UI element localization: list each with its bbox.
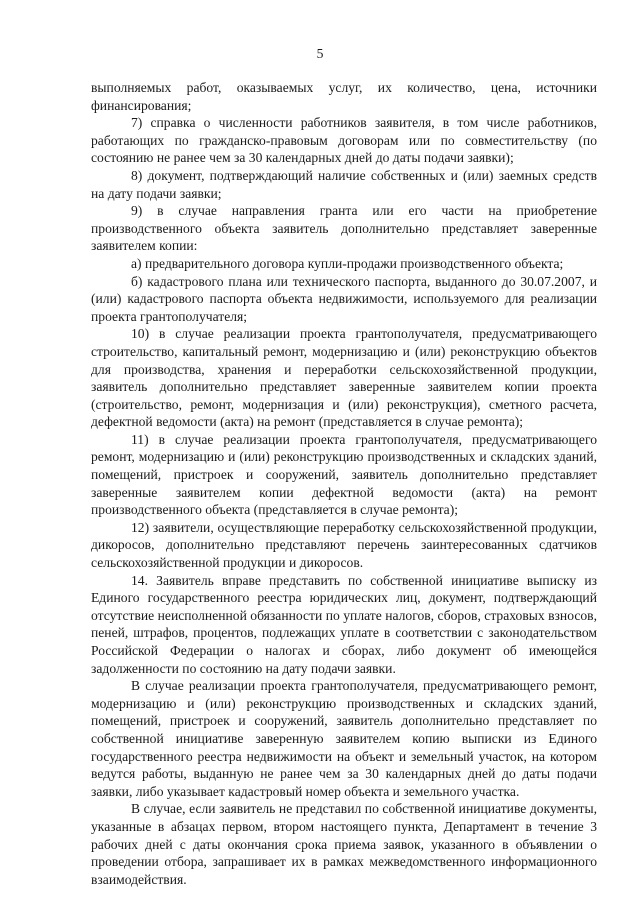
paragraph-continuation: выполняемых работ, оказываемых услуг, их количество, цена, источники финансирования; (91, 80, 597, 113)
paragraph-item-9b: б) кадастрового плана или технического паспорта, выданного до 30.07.2007, и (или) кадастрового паспорта объекта недвижимости, используемого для реализации проекта грантополучателя; (91, 273, 597, 324)
paragraph-item-7: 7) справка о численности работников заявителя, в том числе работников, работающих по гражданско-правовым договорам или по совместительству (по состоянию не ранее чем за 30 календарных дней до даты подачи заявки); (91, 115, 597, 166)
paragraph-item-11: 11) в случае реализации проекта грантополучателя, предусматривающего ремонт, модернизацию и (или) реконструкцию производственных и складских зданий, помещений, пристроек и сооружений, заявитель дополнительно представляет заверенные заявителем копии дефектной ведомости (акта) на ремонт производственного объекта (представляется в случае ремонта); (91, 431, 597, 518)
paragraph-clause-14-second: В случае реализации проекта грантополучателя, предусматривающего ремонт, модернизацию и (или) реконструкцию производственных и складских зданий, помещений, пристроек и сооружений, заявитель дополнительно представляет по собственной инициативе заверенную заявителем копию выписки из Единого государственного реестра недвижимости на объект и земельный участок, на котором ведутся работы, выданную не ранее чем за 30 календарных дней до даты подачи заявки, либо указывает кадастровый номер объекта и земельного участка. (91, 678, 597, 799)
paragraph-item-10: 10) в случае реализации проекта грантополучателя, предусматривающего строительство, капитальный ремонт, модернизацию и (или) реконструкцию объектов для производства, хранения и переработки сельскохозяйственной продукции, заявитель дополнительно представляет заверенные заявителем копии проекта (строительство, ремонт, модернизация и (или) реконструкция), сметного расчета, дефектной ведомости (акта) на ремонт (представляется в случае ремонта); (91, 326, 597, 430)
paragraph-item-8: 8) документ, подтверждающий наличие собственных и (или) заемных средств на дату подачи заявки; (91, 167, 597, 201)
page-number: 5 (316, 46, 324, 61)
paragraph-item-12: 12) заявители, осуществляющие переработку сельскохозяйственной продукции, дикоросов, дополнительно представляют перечень заинтересованных сдатчиков сельскохозяйственной продукции и дикоросов. (91, 519, 597, 571)
document-body (91, 79, 597, 888)
paragraph-item-9: 9) в случае направления гранта или его части на приобретение производственного объекта заявитель дополнительно представляет заверенные заявителем копии: (91, 203, 597, 254)
paragraph-clause-14-third: В случае, если заявитель не представил по собственной инициативе документы, указанные в абзацах первом, втором настоящего пункта, Департамент в течение 3 рабочих дней с даты окончания срока приема заявок, указанного в объявлении о проведении отбора, запрашивает их в рамках межведомственного информационного взаимодействия. (91, 801, 597, 887)
paragraph-clause-14: 14. Заявитель вправе представить по собственной инициативе выписку из Единого государственного реестра юридических лиц, документ, подтверждающий отсутствие неисполненной обязанности по уплате налогов, сборов, страховых взносов, пеней, штрафов, процентов, подлежащих уплате в соответствии с законодательством Российской Федерации о налогах и сборах, либо документ об имеющейся задолженности по состоянию на дату подачи заявки. (91, 572, 597, 676)
paragraph-item-9a: а) предварительного договора купли-продажи производственного объекта; (131, 255, 564, 271)
